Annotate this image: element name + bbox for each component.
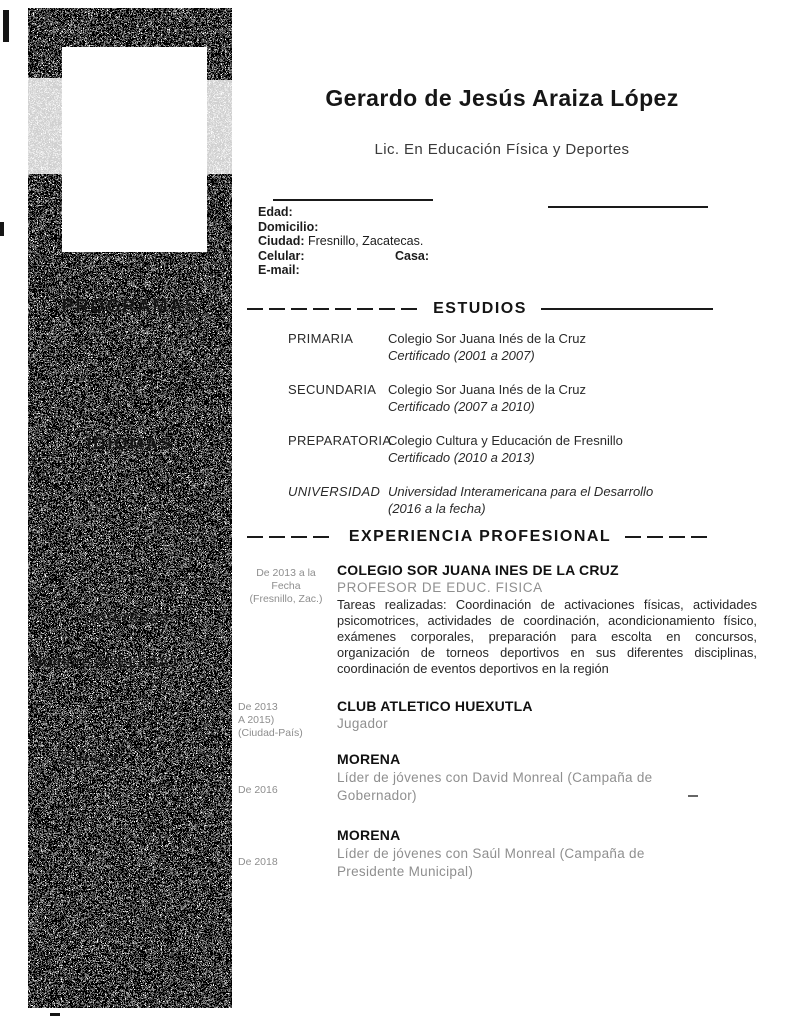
person-name: Gerardo de Jesús Araiza López	[325, 85, 679, 111]
personal-row-telefonos	[258, 248, 430, 264]
date-line: De 2013 a la	[256, 567, 316, 579]
field-label-domicilio: Domicilio:	[258, 219, 319, 234]
scan-fade-patch	[28, 78, 62, 174]
divider-line	[541, 308, 713, 310]
section-header-estudios	[247, 300, 713, 318]
field-label-edad: Edad:	[258, 205, 293, 219]
experience-description: Tareas realizadas: Coordinación de activaciones físicas, actividades psicomotrices, actividades de coordinación, acondicionamiento físico, exámenes corporales, preparación para escolta en concursos, organización de torneos deportivos en sus diferentes disciplinas, coordinación de eventos deportivos en la región	[337, 597, 757, 676]
scan-artifact	[0, 222, 4, 236]
education-level: PREPARATORIA	[288, 433, 392, 448]
divider-line	[247, 308, 419, 310]
education-level: UNIVERSIDAD	[288, 484, 381, 499]
section-title-estudios: ESTUDIOS	[433, 300, 527, 317]
education-certificate: Certificado (2010 a 2013)	[388, 450, 535, 465]
field-label-celular: Celular:	[258, 248, 305, 263]
sidebar-label-nombre-apellido: Nombre APELLIDO	[31, 654, 178, 671]
sidebar-label-cursos: Cursos	[60, 750, 120, 769]
date-line: A 2015)	[238, 714, 275, 726]
education-school: Colegio Sor Juana Inés de la Cruz	[388, 331, 587, 346]
experience-role: PROFESOR DE EDUC. FISICA	[337, 580, 543, 595]
personal-row-edad	[258, 205, 423, 220]
education-details	[388, 432, 758, 466]
photo-placeholder	[62, 47, 207, 252]
experience-role: Líder de jóvenes con Saúl Monreal (Campaña de Presidente Municipal)	[337, 846, 645, 879]
education-certificate: (2016 a la fecha)	[388, 501, 486, 516]
field-label-ciudad: Ciudad:	[258, 234, 305, 248]
section-header-experiencia	[247, 528, 713, 546]
experience-company: MORENA	[337, 827, 401, 843]
field-label-casa: Casa:	[395, 248, 430, 263]
date-line: De 2016	[238, 784, 278, 796]
field-label-email: E-mail:	[258, 263, 300, 277]
education-school: Colegio Sor Juana Inés de la Cruz	[388, 382, 587, 397]
experience-date	[238, 784, 334, 797]
divider-line	[548, 206, 708, 208]
education-school: Colegio Cultura y Educación de Fresnillo	[388, 433, 623, 448]
divider-line	[247, 536, 335, 538]
date-line: Fecha	[271, 580, 301, 592]
experience-company: CLUB ATLETICO HUEXUTLA	[337, 698, 533, 714]
sidebar-photo-column	[28, 8, 232, 1008]
person-degree: Lic. En Educación Física y Deportes	[374, 141, 630, 158]
experience-role: Jugador	[337, 716, 388, 731]
scan-artifact	[3, 10, 9, 42]
experience-date	[238, 856, 334, 869]
scan-artifact	[50, 1013, 60, 1016]
personal-row-ciudad	[258, 234, 423, 249]
personal-row-domicilio	[258, 220, 423, 235]
education-certificate: Certificado (2001 a 2007)	[388, 348, 535, 363]
education-details	[388, 381, 758, 415]
education-level: SECUNDARIA	[288, 382, 377, 397]
date-line: De 2013	[238, 701, 278, 713]
experience-role: Líder de jóvenes con David Monreal (Campaña de Gobernador)	[337, 770, 653, 803]
education-certificate: Certificado (2007 a 2010)	[388, 399, 535, 414]
section-title-experiencia: EXPERIENCIA PROFESIONAL	[348, 528, 612, 545]
date-line: De 2018	[238, 856, 278, 868]
date-line: (Fresnillo, Zac.)	[249, 593, 323, 605]
sidebar-label-programas: PROGRAMAS	[61, 296, 199, 316]
education-details	[388, 483, 758, 517]
field-value-ciudad: Fresnillo, Zacatecas.	[304, 234, 424, 248]
divider-line	[625, 536, 713, 538]
divider-line	[273, 199, 433, 201]
personal-info-block	[258, 205, 430, 278]
sidebar-label-intereses: Intereses	[90, 608, 170, 627]
education-details	[388, 330, 758, 364]
experience-date	[238, 567, 334, 606]
experience-company: MORENA	[337, 751, 401, 767]
date-line: (Ciudad-País)	[238, 727, 303, 739]
experience-date	[238, 701, 334, 740]
education-school: Universidad Interamericana para el Desarrollo	[388, 484, 654, 499]
sidebar-label-idiomas: IDIOMAS	[86, 434, 174, 453]
scan-fade-patch	[205, 80, 232, 174]
education-level: PRIMARIA	[288, 331, 354, 346]
experience-company: COLEGIO SOR JUANA INES DE LA CRUZ	[337, 562, 619, 578]
personal-row-email	[258, 263, 423, 278]
